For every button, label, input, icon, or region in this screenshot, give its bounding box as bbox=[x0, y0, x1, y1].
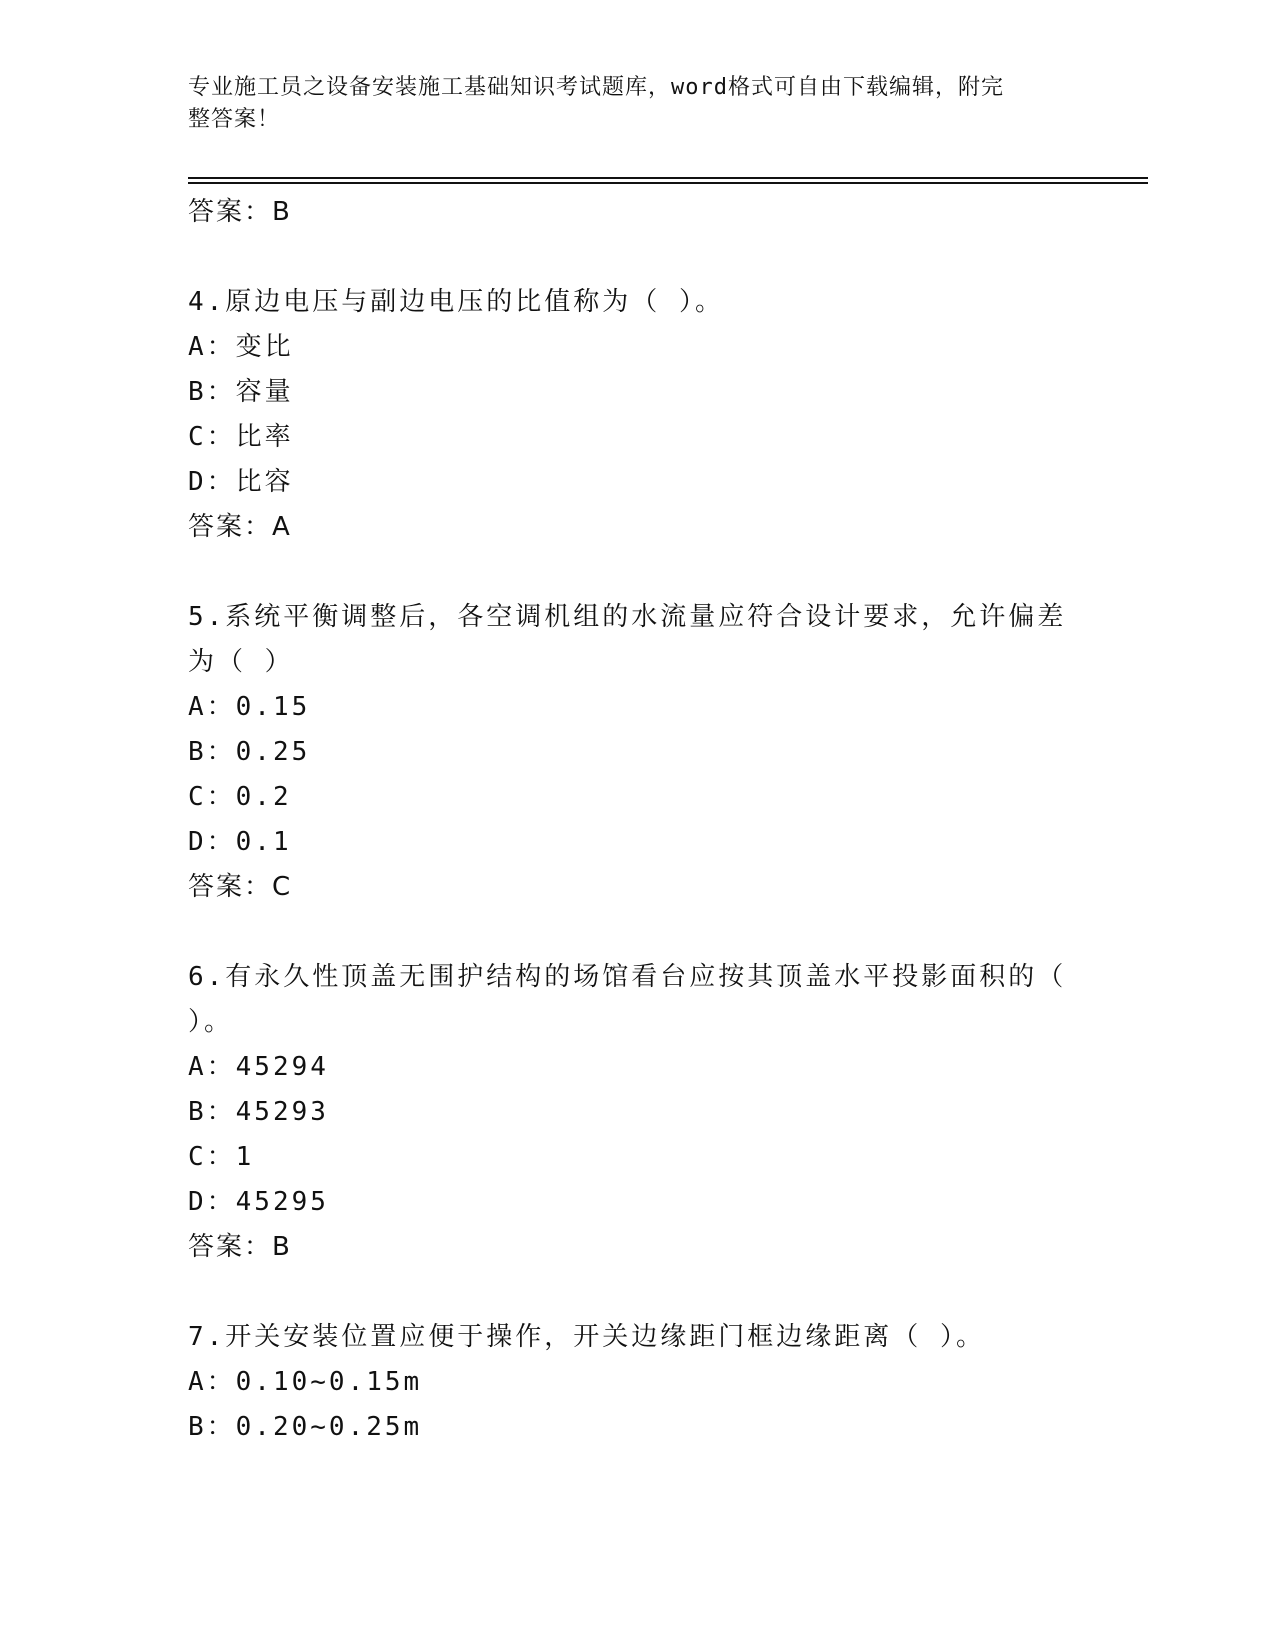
option-b bbox=[188, 730, 1088, 775]
option-key: B： bbox=[188, 377, 236, 407]
header-rule-bottom bbox=[188, 182, 1148, 184]
option-text: 容量 bbox=[235, 377, 294, 407]
option-text: 0.2 bbox=[235, 782, 292, 812]
previous-answer: 答案：B bbox=[188, 197, 292, 227]
option-c bbox=[188, 1135, 1088, 1180]
question-stem: 5.系统平衡调整后，各空调机组的水流量应符合设计要求，允许偏差为（ ） bbox=[188, 602, 1067, 677]
option-key: B： bbox=[188, 1412, 236, 1442]
option-key: D： bbox=[188, 827, 236, 857]
option-b bbox=[188, 370, 1088, 415]
question-stem: 7.开关安装位置应便于操作，开关边缘距门框边缘距离（ ）。 bbox=[188, 1322, 985, 1352]
document-body bbox=[188, 190, 1088, 1450]
option-key: D： bbox=[188, 467, 236, 497]
option-text: 比容 bbox=[235, 467, 294, 497]
option-text: 0.20~0.25m bbox=[235, 1412, 423, 1442]
option-key: B： bbox=[188, 1097, 236, 1127]
question-4 bbox=[188, 280, 1088, 550]
question-6 bbox=[188, 955, 1088, 1270]
question-answer: 答案：C bbox=[188, 872, 293, 902]
option-c bbox=[188, 775, 1088, 820]
option-text: 45293 bbox=[235, 1097, 329, 1127]
option-text: 0.25 bbox=[235, 737, 311, 767]
option-text: 0.1 bbox=[235, 827, 292, 857]
header-title-line-2: 整答案！ bbox=[188, 107, 281, 132]
header-rule-top bbox=[188, 177, 1148, 179]
question-answer: 答案：A bbox=[188, 512, 292, 542]
option-key: C： bbox=[188, 422, 236, 452]
option-c bbox=[188, 415, 1088, 460]
option-text: 变比 bbox=[235, 332, 294, 362]
option-text: 0.15 bbox=[235, 692, 311, 722]
question-answer: 答案：B bbox=[188, 1232, 292, 1262]
option-d bbox=[188, 460, 1088, 505]
option-a bbox=[188, 1045, 1088, 1090]
option-a bbox=[188, 1360, 1088, 1405]
option-key: A： bbox=[188, 1052, 236, 1082]
question-5 bbox=[188, 595, 1088, 910]
question-stem: 6.有永久性顶盖无围护结构的场馆看台应按其顶盖水平投影面积的（ ）。 bbox=[188, 962, 1067, 1037]
option-text: 1 bbox=[235, 1142, 255, 1172]
option-b bbox=[188, 1405, 1088, 1450]
question-stem: 4.原边电压与副边电压的比值称为（ ）。 bbox=[188, 287, 724, 317]
document-header bbox=[188, 72, 1068, 136]
option-b bbox=[188, 1090, 1088, 1135]
option-a bbox=[188, 325, 1088, 370]
option-text: 0.10~0.15m bbox=[235, 1367, 423, 1397]
option-key: A： bbox=[188, 692, 236, 722]
option-text: 45294 bbox=[235, 1052, 329, 1082]
option-key: A： bbox=[188, 1367, 236, 1397]
header-title-line-1: 专业施工员之设备安装施工基础知识考试题库，word格式可自由下载编辑，附完 bbox=[188, 75, 1004, 100]
option-key: D： bbox=[188, 1187, 236, 1217]
option-text: 比率 bbox=[235, 422, 294, 452]
option-text: 45295 bbox=[235, 1187, 329, 1217]
option-key: B： bbox=[188, 737, 236, 767]
question-7 bbox=[188, 1315, 1088, 1450]
option-key: C： bbox=[188, 1142, 236, 1172]
option-key: C： bbox=[188, 782, 236, 812]
option-d bbox=[188, 1180, 1088, 1225]
option-key: A： bbox=[188, 332, 236, 362]
option-a bbox=[188, 685, 1088, 730]
option-d bbox=[188, 820, 1088, 865]
